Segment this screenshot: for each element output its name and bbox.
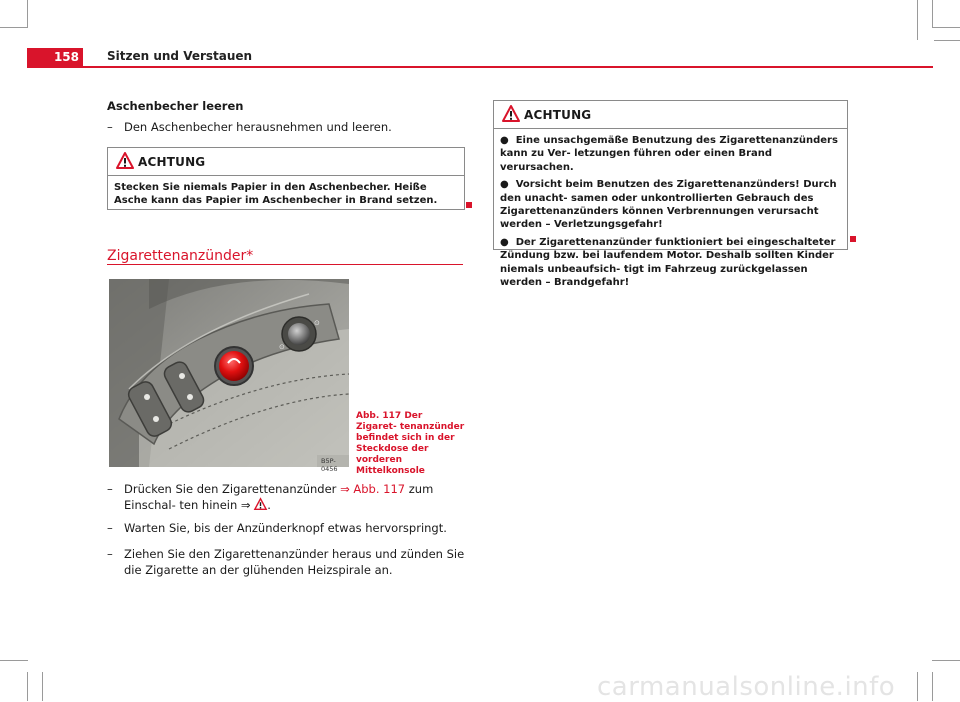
crop-mark xyxy=(0,660,28,661)
step-dash: – xyxy=(107,547,113,561)
step-text: zum Einschal- ten hinein ⇒ xyxy=(124,482,434,512)
end-mark xyxy=(466,202,472,208)
page-title: Sitzen und Verstauen xyxy=(107,49,253,63)
figure-lighter-photo xyxy=(109,279,349,473)
step-empty-ashtray: Den Aschenbecher herausnehmen und leeren. xyxy=(124,120,392,134)
crop-mark xyxy=(934,40,960,41)
crop-mark xyxy=(932,27,960,28)
warning-header xyxy=(108,148,464,176)
step-text: Drücken Sie den Zigarettenanzünder xyxy=(124,482,341,496)
svg-text:⊙: ⊙ xyxy=(279,343,285,351)
crop-mark xyxy=(27,0,28,28)
step-dash: – xyxy=(107,521,113,535)
crop-mark xyxy=(932,660,960,661)
crop-mark xyxy=(917,672,918,701)
crop-mark xyxy=(27,672,28,701)
page-number: 158 xyxy=(27,48,83,66)
watermark: carmanualsonline.info xyxy=(597,672,896,702)
warning-header xyxy=(494,101,847,129)
warning-triangle-icon xyxy=(116,152,134,169)
warning-bullet-text: Vorsicht beim Benutzen des Zigarettenanzünders! Durch den unacht- samen oder unkontrollierten Gebrauch des Zigarettenanzünders können Verbrennungen verursacht werden – Verletzungsgefahr! xyxy=(500,179,837,231)
warning-bullet: ● Eine unsachgemäße Benutzung des Zigarettenanzünders kann zu Ver- letzungen führen oder einen Brand verursachen. xyxy=(500,135,838,173)
warning-bullet-text: Der Zigarettenanzünder funktioniert bei eingeschalteter Zündung bzw. bei laufendem Motor. Deshalb sollten Kinder niemals unbeaufsich- tigt im Fahrzeug zurückgelassen werden – Brandgefahr! xyxy=(500,236,836,289)
warning-bullet-text: Eine unsachgemäße Benutzung des Zigarettenanzünders kann zu Ver- letzungen führen oder einen Brand verursachen. xyxy=(500,135,838,173)
warning-text: Stecken Sie niemals Papier in den Aschenbecher. Heiße Asche kann das Papier im Aschenbecher in Brand setzen. xyxy=(114,182,438,207)
svg-text:⊙: ⊙ xyxy=(314,319,320,327)
crop-mark xyxy=(42,672,43,701)
header-rule xyxy=(27,66,933,68)
section-rule xyxy=(107,264,463,265)
warning-bullet: ● Vorsicht beim Benutzen des Zigarettenanzünders! Durch den unacht- samen oder unkontrollierten Gebrauch des Zigarettenanzünders können Verbrennungen verursacht werden – Verletzungsgefahr! xyxy=(500,179,837,231)
warning-box-lighter xyxy=(493,100,848,289)
step-wait: Warten Sie, bis der Anzünderknopf etwas hervorspringt. xyxy=(124,521,447,535)
warning-reference-icon[interactable] xyxy=(254,498,267,510)
step-dash: – xyxy=(107,482,113,496)
step-pull-lighter: Ziehen Sie den Zigarettenanzünder heraus und zünden Sie die Zigarette an der glühenden Heizspirale an. xyxy=(124,547,465,577)
figure-code: B5P-0456 xyxy=(321,457,338,473)
end-mark xyxy=(850,236,856,242)
warning-label: ACHTUNG xyxy=(524,108,592,122)
figure-caption: Abb. 117 Der Zigaret- tenanzünder befindet sich in der Steckdose der vorderen Mittelkonsole xyxy=(356,411,465,476)
crop-mark xyxy=(932,672,933,701)
crop-mark xyxy=(932,0,933,28)
warning-triangle-icon xyxy=(502,105,520,122)
warning-box-ashtray xyxy=(107,147,465,210)
warning-label: ACHTUNG xyxy=(138,155,206,169)
warning-list xyxy=(494,129,847,297)
step-press-lighter: Drücken Sie den Zigarettenanzünder ⇒ Abb. 117 zum Einschal- ten hinein ⇒ . xyxy=(124,482,434,512)
figure-reference-link[interactable]: ⇒ Abb. 117 xyxy=(340,482,406,496)
warning-bullet: ● Der Zigarettenanzünder funktioniert bei eingeschalteter Zündung bzw. bei laufendem Motor. Deshalb sollten Kinder niemals unbeaufsich- tigt im Fahrzeug zurückgelassen werden – Brandgefahr! xyxy=(500,236,836,289)
section-title-lighter: Zigarettenanzünder* xyxy=(107,248,254,264)
crop-mark xyxy=(917,0,918,40)
crop-mark xyxy=(0,27,28,28)
section-heading-ashtray: Aschenbecher leeren xyxy=(107,99,244,113)
step-dash: – xyxy=(107,120,113,134)
